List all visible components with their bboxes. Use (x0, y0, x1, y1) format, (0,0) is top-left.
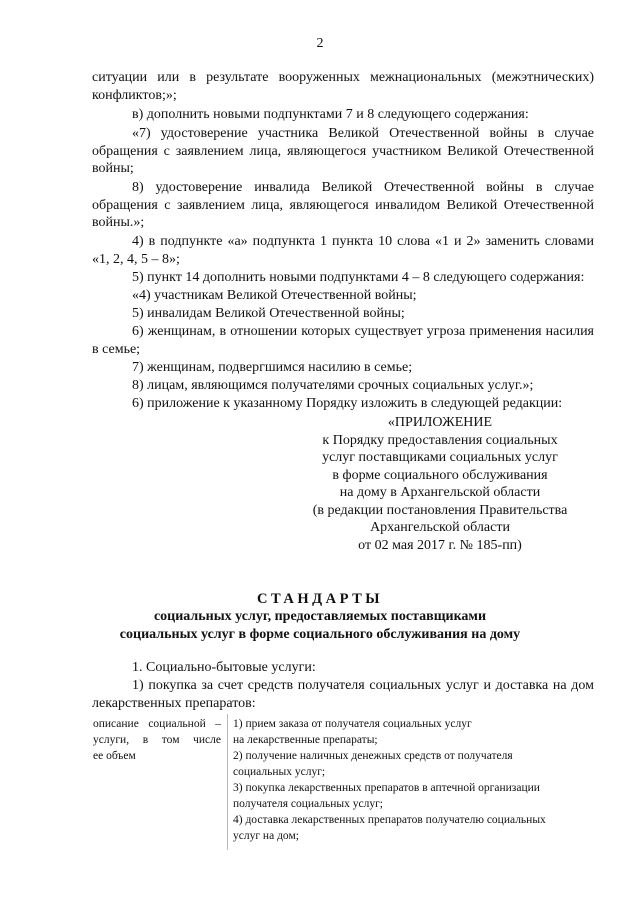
table-label-line: ее объем (93, 750, 136, 762)
standards-subtitle-line2: социальных услуг в форме социального обслуживания на дому (119, 627, 521, 642)
table-content-line: 2) получение наличных денежных средств от получателя (233, 750, 513, 762)
paragraph-item-7: «7) удостоверение участника Великой Отечественной войны в случае обращения с заявлением лица, являющегося участником Великой Отечественной войны; (92, 126, 594, 176)
appendix-line: Архангельской области (370, 520, 510, 535)
page-number: 2 (316, 36, 324, 51)
appendix-line: от 02 мая 2017 г. № 185-пп) (358, 537, 522, 553)
paragraph-sub-8: 8) лицам, являющимся получателями срочных социальных услуг.»; (132, 378, 534, 393)
table-divider (227, 714, 228, 850)
appendix-line: к Порядку предоставления социальных (322, 432, 558, 448)
appendix-line: на дому в Архангельской области (339, 485, 541, 500)
paragraph-sub-5: 5) инвалидам Великой Отечественной войны; (132, 306, 405, 321)
appendix-line: (в редакции постановления Правительства (312, 502, 568, 518)
table-content-line: услуг на дом; (233, 830, 299, 842)
table-content-cell (233, 716, 593, 844)
table-label-cell (93, 716, 221, 764)
paragraph-item-v: в) дополнить новыми подпунктами 7 и 8 следующего содержания: (132, 107, 529, 122)
appendix-line: услуг поставщиками социальных услуг (322, 450, 558, 465)
table-content-line: получателя социальных услуг; (233, 798, 383, 810)
appendix-block (300, 414, 580, 554)
paragraph-point-4: 4) в подпункте «а» подпункта 1 пункта 10 слова «1 и 2» заменить словами «1, 2, 4, 5 – 8»; (92, 234, 594, 267)
paragraph-sub-4: «4) участникам Великой Отечественной войны; (132, 288, 417, 303)
table-content-line: социальных услуг; (233, 766, 326, 778)
table-content-line: 4) доставка лекарственных препаратов получателю социальных (233, 814, 546, 826)
paragraph-sub-7: 7) женщинам, подвергшимся насилию в семье; (132, 360, 413, 375)
paragraph-continuation: ситуации или в результате вооруженных межнациональных (межэтнических) конфликтов;»; (92, 70, 594, 103)
section-heading: 1. Социально-бытовые услуги: (132, 660, 316, 675)
standards-subtitle-line1: социальных услуг, предоставляемых поставщиками (153, 609, 487, 624)
table-label-line: описание социальной – (93, 718, 221, 730)
table-content-line: 3) покупка лекарственных препаратов в аптечной организации (233, 782, 540, 794)
paragraph-point-5: 5) пункт 14 дополнить новыми подпунктами 4 – 8 следующего содержания: (132, 270, 585, 285)
table-label-line: услуги, в том числе (93, 734, 221, 746)
paragraph-point-6: 6) приложение к указанному Порядку изложить в следующей редакции: (132, 396, 563, 411)
standards-title: СТАНДАРТЫ (256, 591, 384, 607)
paragraph-sub-6: 6) женщинам, в отношении которых существует угроза применения насилия в семье; (92, 324, 594, 357)
section-item-1: 1) покупка за счет средств получателя социальных услуг и доставка на дом лекарственных препаратов: (92, 678, 594, 711)
appendix-line: в форме социального обслуживания (332, 467, 548, 483)
table-content-line: на лекарственные препараты; (233, 734, 378, 746)
paragraph-item-8: 8) удостоверение инвалида Великой Отечественной войны в случае обращения с заявлением лица, являющегося инвалидом Великой Отечественной войны.»; (92, 180, 594, 230)
appendix-line: «ПРИЛОЖЕНИЕ (387, 415, 493, 430)
table-content-line: 1) прием заказа от получателя социальных услуг (233, 718, 472, 730)
